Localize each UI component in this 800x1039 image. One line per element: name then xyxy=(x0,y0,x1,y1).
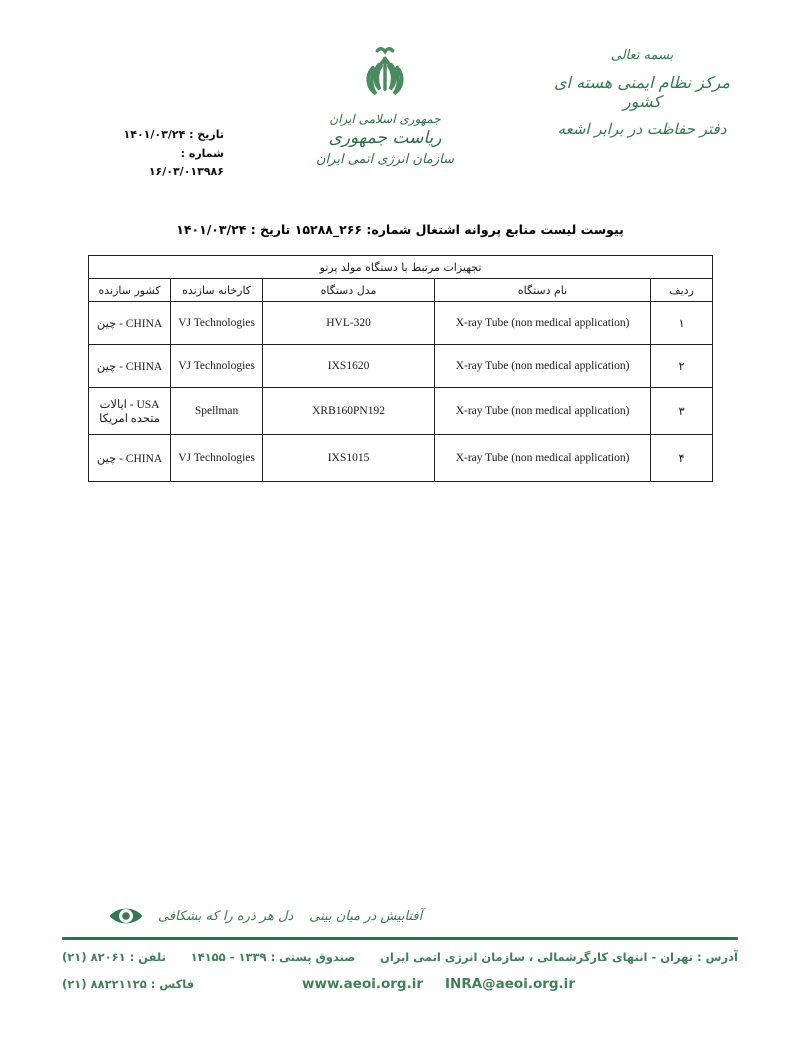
address-segment: آدرس : تهران - انتهای کارگرشمالی ، سازمان انرژی اتمی ایران xyxy=(380,950,738,964)
cell-row-no: ۲ xyxy=(651,345,713,388)
cell-manufacturer: VJ Technologies xyxy=(171,302,263,345)
besmeh-line: بسمه تعالی xyxy=(610,48,674,63)
cell-country: USA - ایالات متحده امریکا xyxy=(89,388,171,435)
cell-row-no: ۴ xyxy=(651,435,713,482)
table-row xyxy=(89,345,713,388)
table-header-row xyxy=(89,279,713,302)
sources-table xyxy=(88,255,713,482)
cell-model: XRB160PN192 xyxy=(263,388,435,435)
footer-divider xyxy=(62,937,738,940)
footer-address-line xyxy=(62,950,738,964)
center-line-aeoi: سازمان انرژی اتمی ایران xyxy=(316,152,454,167)
cell-device-name: X-ray Tube (non medical application) xyxy=(435,345,651,388)
header-country: کشور سازنده xyxy=(89,279,171,302)
motto-second-hemistich: آفتابیش در میان بینی xyxy=(309,908,423,924)
center-line-presidency: ریاست جمهوری xyxy=(328,128,442,148)
cell-model: IXS1015 xyxy=(263,435,435,482)
number-line: شماره : ۱۶/۰۳/۰۱۳۹۸۶ xyxy=(148,146,224,179)
fax-segment: فاکس : ۸۸۲۲۱۱۲۵ (۲۱) xyxy=(62,977,195,991)
cell-model: HVL-320 xyxy=(263,302,435,345)
radiation-protection-office-line: دفتر حفاظت در برابر اشعه xyxy=(557,120,727,138)
presidency-block xyxy=(300,44,470,167)
table-banner-row xyxy=(89,256,713,279)
cell-row-no: ۱ xyxy=(651,302,713,345)
table-row xyxy=(89,388,713,435)
aeoi-eye-logo-icon xyxy=(108,902,144,930)
nuclear-safety-center-line: مرکز نظام ایمنی هسته ای کشور xyxy=(554,73,730,111)
cell-model: IXS1620 xyxy=(263,345,435,388)
nnsd-calligraphy-block xyxy=(542,48,742,138)
cell-manufacturer: VJ Technologies xyxy=(171,435,263,482)
date-line: تاریخ : ۱۴۰۱/۰۳/۲۴ xyxy=(123,128,224,141)
cell-country: CHINA - چین xyxy=(89,435,171,482)
motto-first-hemistich: دل هر ذره را که بشکافی xyxy=(158,908,294,924)
cell-device-name: X-ray Tube (non medical application) xyxy=(435,435,651,482)
website-link[interactable]: www.aeoi.org.ir xyxy=(302,976,423,992)
footer-contact-line xyxy=(62,976,738,992)
header-row-no: ردیف xyxy=(651,279,713,302)
iran-emblem-icon xyxy=(362,44,408,102)
table-row xyxy=(89,435,713,482)
table-row xyxy=(89,302,713,345)
header-model: مدل دستگاه xyxy=(263,279,435,302)
phone-segment: تلفن : ۸۲۰۶۱ (۲۱) xyxy=(62,950,166,964)
center-line-republic: جمهوری اسلامی ایران xyxy=(329,112,441,126)
cell-country: CHINA - چین xyxy=(89,345,171,388)
footer-motto-row xyxy=(108,902,422,930)
postal-box-segment: صندوق پستی : ۱۳۳۹ - ۱۴۱۵۵ xyxy=(190,950,356,964)
cell-row-no: ۳ xyxy=(651,388,713,435)
footer-motto xyxy=(158,909,422,924)
cell-device-name: X-ray Tube (non medical application) xyxy=(435,302,651,345)
email-link[interactable]: INRA@aeoi.org.ir xyxy=(445,976,575,992)
cell-device-name: X-ray Tube (non medical application) xyxy=(435,388,651,435)
date-number-block xyxy=(112,126,224,182)
cell-manufacturer: Spellman xyxy=(171,388,263,435)
cell-manufacturer: VJ Technologies xyxy=(171,345,263,388)
table-banner: تجهیزات مرتبط با دستگاه مولد پرتو xyxy=(89,256,713,279)
header-manufacturer: کارخانه سازنده xyxy=(171,279,263,302)
header-device-name: نام دستگاه xyxy=(435,279,651,302)
cell-country: CHINA - چین xyxy=(89,302,171,345)
document-title: پیوست لیست منابع پروانه اشتغال شماره: ۲۶۶_۱۵۲۸۸ تاریخ : ۱۴۰۱/۰۳/۲۴ xyxy=(176,222,624,237)
